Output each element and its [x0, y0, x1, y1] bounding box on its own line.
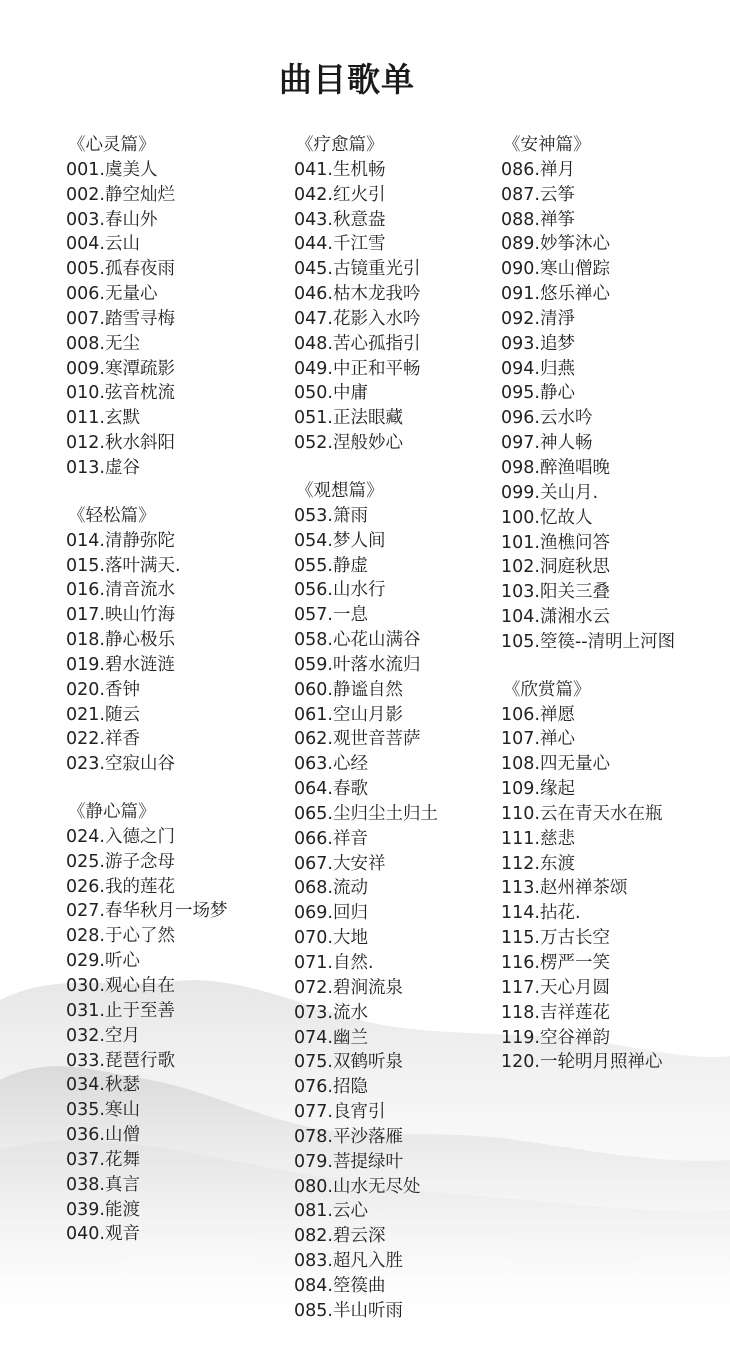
track-item: 002.静空灿烂 — [66, 184, 175, 205]
track-item: 032.空月 — [66, 1025, 140, 1046]
track-item: 048.苦心孤指引 — [294, 333, 421, 354]
track-item: 055.静虚 — [294, 555, 368, 576]
track-item: 045.古镜重光引 — [294, 259, 421, 280]
track-item: 076.招隐 — [294, 1077, 368, 1098]
track-item: 023.空寂山谷 — [66, 754, 175, 775]
track-section — [66, 133, 227, 481]
track-item: 105.箜篌--清明上河图 — [501, 631, 676, 652]
track-section — [66, 800, 227, 1247]
track-item: 042.红火引 — [294, 184, 386, 205]
track-item: 031.止于至善 — [66, 1000, 175, 1021]
track-item: 115.万古长空 — [501, 928, 610, 949]
track-item: 007.踏雪寻梅 — [66, 308, 175, 329]
track-item: 107.禅心 — [501, 729, 575, 750]
track-item: 008.无尘 — [66, 333, 140, 354]
track-item: 103.阳关三叠 — [501, 582, 610, 603]
track-item: 070.大地 — [294, 928, 368, 949]
section-title: 《心灵篇》 — [68, 135, 156, 155]
track-item: 066.祥音 — [294, 828, 368, 849]
track-item: 114.拈花. — [501, 903, 581, 924]
track-item: 087.云筝 — [501, 184, 575, 205]
track-item: 069.回归 — [294, 903, 368, 924]
track-item: 088.禅筝 — [501, 209, 575, 230]
track-item: 075.双鹤听泉 — [294, 1052, 403, 1073]
track-item: 058.心花山满谷 — [294, 630, 421, 651]
section-title: 《欣赏篇》 — [503, 679, 591, 700]
track-item: 017.映山竹海 — [66, 605, 175, 626]
track-item: 018.静心极乐 — [66, 630, 175, 651]
track-item: 027.春华秋月一场梦 — [66, 901, 228, 922]
track-item: 035.寒山 — [66, 1100, 140, 1121]
track-item: 068.流动 — [294, 878, 368, 899]
track-item: 029.听心 — [66, 951, 140, 972]
track-item: 102.洞庭秋思 — [501, 557, 610, 578]
track-item: 101.渔樵问答 — [501, 532, 610, 553]
track-item: 110.云在青天水在瓶 — [501, 803, 663, 824]
track-item: 098.醉渔唱晚 — [501, 457, 610, 478]
track-item: 001.虞美人 — [66, 159, 158, 180]
track-section — [501, 678, 675, 1076]
track-item: 020.香钟 — [66, 679, 140, 700]
track-item: 050.中庸 — [294, 383, 368, 404]
track-item: 016.清音流水 — [66, 580, 175, 601]
track-item: 062.观世音菩萨 — [294, 729, 421, 750]
track-item: 084.箜篌曲 — [294, 1275, 386, 1296]
track-item: 119.空谷禅韵 — [501, 1027, 610, 1048]
track-item: 028.于心了然 — [66, 926, 175, 947]
track-item: 090.寒山僧踪 — [501, 259, 610, 280]
track-item: 108.四无量心 — [501, 754, 610, 775]
track-item: 100.忆故人 — [501, 507, 593, 528]
track-item: 113.赵州禅茶颂 — [501, 878, 628, 899]
track-column — [66, 133, 227, 1270]
track-item: 097.神人畅 — [501, 433, 593, 454]
track-item: 120.一轮明月照禅心 — [501, 1052, 663, 1073]
track-section — [294, 479, 438, 1324]
section-title: 《静心篇》 — [68, 802, 156, 823]
track-item: 059.叶落水流归 — [294, 654, 421, 675]
track-item: 009.寒潭疏影 — [66, 358, 175, 379]
track-item: 044.千江雪 — [294, 234, 386, 255]
track-item: 078.平沙落雁 — [294, 1126, 403, 1147]
track-item: 093.追梦 — [501, 333, 575, 354]
track-item: 117.天心月圆 — [501, 977, 610, 998]
track-item: 004.云山 — [66, 234, 140, 255]
track-item: 011.玄默 — [66, 408, 140, 429]
track-item: 073.流水 — [294, 1002, 368, 1023]
track-item: 080.山水无尽处 — [294, 1176, 421, 1197]
track-item: 056.山水行 — [294, 580, 386, 601]
track-section — [501, 133, 675, 655]
track-item: 065.尘归尘土归土 — [294, 803, 438, 824]
track-item: 082.碧云深 — [294, 1226, 386, 1247]
track-item: 057.一息 — [294, 605, 368, 626]
track-column — [501, 133, 675, 1098]
track-item: 026.我的莲花 — [66, 876, 175, 897]
track-item: 010.弦音枕流 — [66, 383, 175, 404]
track-item: 025.游子念母 — [66, 851, 175, 872]
track-item: 095.静心 — [501, 383, 575, 404]
track-item: 112.东渡 — [501, 853, 575, 874]
track-item: 092.清淨 — [501, 308, 575, 329]
track-item: 079.菩提绿叶 — [294, 1151, 403, 1172]
track-item: 099.关山月. — [501, 482, 599, 503]
track-item: 109.缘起 — [501, 779, 575, 800]
track-item: 014.清静弥陀 — [66, 530, 175, 551]
track-item: 089.妙筝沐心 — [501, 234, 610, 255]
track-item: 012.秋水斜阳 — [66, 433, 175, 454]
track-item: 077.良宵引 — [294, 1102, 386, 1123]
track-item: 049.中正和平畅 — [294, 358, 421, 379]
track-section — [294, 133, 438, 456]
track-item: 063.心经 — [294, 754, 368, 775]
track-item: 091.悠乐禅心 — [501, 284, 610, 305]
track-item: 030.观心自在 — [66, 976, 175, 996]
track-item: 041.生机畅 — [294, 159, 386, 180]
section-title: 《轻松篇》 — [68, 505, 156, 526]
track-item: 005.孤春夜雨 — [66, 259, 175, 280]
track-item: 083.超凡入胜 — [294, 1251, 403, 1272]
track-item: 003.春山外 — [66, 209, 158, 230]
track-item: 033.琵琶行歌 — [66, 1050, 175, 1071]
track-item: 037.花舞 — [66, 1149, 140, 1170]
track-item: 072.碧涧流泉 — [294, 977, 403, 998]
track-item: 118.吉祥莲花 — [501, 1002, 610, 1023]
track-item: 064.春歌 — [294, 779, 368, 800]
track-item: 094.归燕 — [501, 358, 575, 379]
track-item: 086.禅月 — [501, 159, 575, 180]
track-item: 022.祥香 — [66, 729, 140, 750]
track-item: 046.枯木龙我吟 — [294, 284, 421, 305]
track-item: 111.慈悲 — [501, 828, 575, 849]
page-title: 曲目歌单 — [279, 60, 415, 99]
track-item: 039.能渡 — [66, 1199, 140, 1220]
track-item: 085.半山听雨 — [294, 1300, 403, 1321]
track-item: 116.楞严一笑 — [501, 953, 610, 973]
track-item: 024.入德之门 — [66, 826, 175, 847]
section-title: 《安神篇》 — [503, 135, 591, 155]
track-item: 043.秋意盎 — [294, 209, 386, 230]
track-item: 021.随云 — [66, 704, 140, 725]
track-item: 081.云心 — [294, 1201, 368, 1222]
track-item: 038.真言 — [66, 1174, 140, 1195]
track-item: 034.秋瑟 — [66, 1075, 140, 1096]
track-item: 061.空山月影 — [294, 704, 403, 725]
track-section — [66, 504, 227, 777]
track-item: 051.正法眼藏 — [294, 408, 403, 429]
section-title: 《疗愈篇》 — [296, 135, 384, 155]
track-item: 067.大安祥 — [294, 853, 386, 874]
track-item: 047.花影入水吟 — [294, 308, 421, 329]
track-item: 006.无量心 — [66, 284, 158, 305]
track-item: 104.潇湘水云 — [501, 607, 610, 628]
track-item: 096.云水吟 — [501, 408, 593, 429]
track-item: 019.碧水涟涟 — [66, 654, 175, 675]
track-item: 052.涅般妙心 — [294, 433, 403, 454]
track-item: 074.幽兰 — [294, 1027, 368, 1048]
track-item: 053.箫雨 — [294, 505, 368, 526]
track-item: 071.自然. — [294, 953, 374, 973]
track-item: 036.山僧 — [66, 1125, 140, 1146]
track-column — [294, 133, 438, 1347]
track-item: 040.观音 — [66, 1224, 140, 1245]
track-item: 015.落叶满天. — [66, 555, 181, 576]
track-item: 106.禅愿 — [501, 704, 575, 725]
track-item: 054.梦人间 — [294, 530, 386, 551]
section-title: 《观想篇》 — [296, 480, 384, 501]
track-item: 013.虚谷 — [66, 457, 140, 478]
track-item: 060.静谧自然 — [294, 679, 403, 700]
